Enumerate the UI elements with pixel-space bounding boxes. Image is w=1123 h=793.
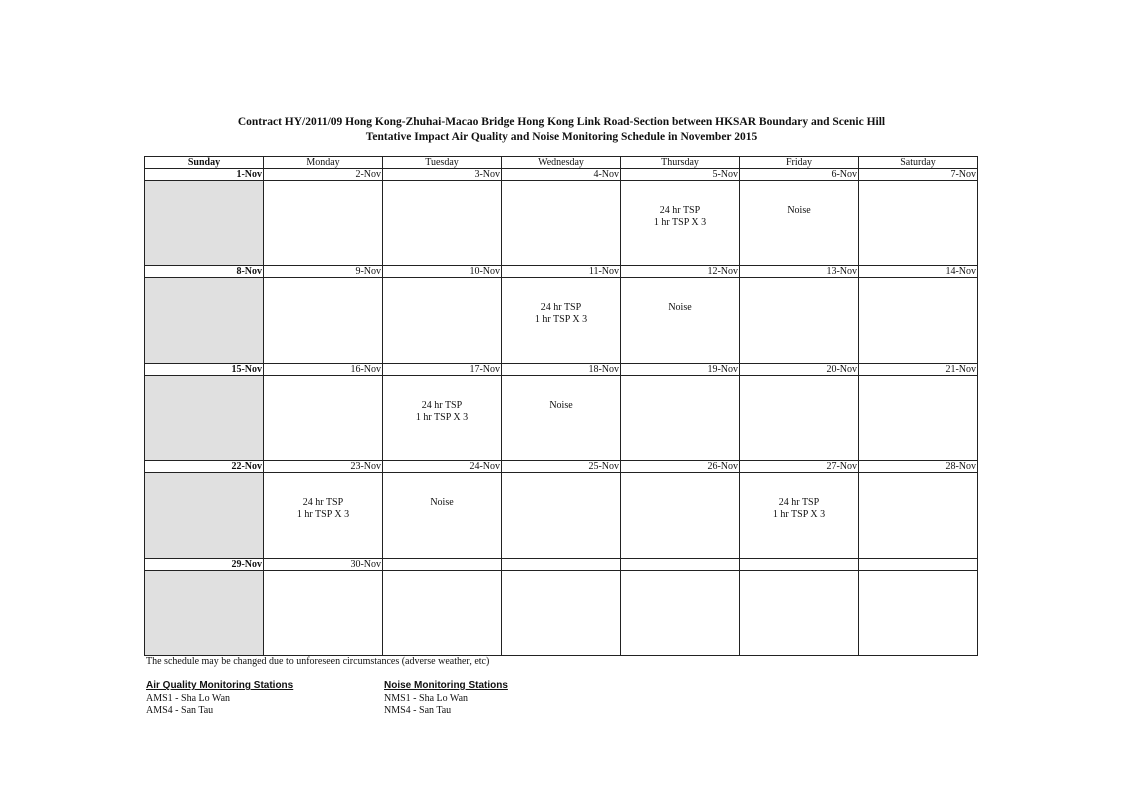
day-cell xyxy=(383,181,502,266)
date-label: 5-Nov xyxy=(621,169,740,181)
monitoring-entry-line: 24 hr TSP xyxy=(540,302,582,314)
day-cell xyxy=(502,473,621,558)
schedule-note: The schedule may be changed due to unforeseen circumstances (adverse weather, etc) xyxy=(146,656,490,667)
weekday-header-tuesday: Tuesday xyxy=(383,157,502,169)
weekday-header-monday: Monday xyxy=(264,157,383,169)
date-label: 23-Nov xyxy=(264,461,383,473)
date-label: 27-Nov xyxy=(740,461,859,473)
date-label: 13-Nov xyxy=(740,266,859,278)
day-cell xyxy=(740,473,859,558)
day-cell xyxy=(859,278,978,363)
date-label: 17-Nov xyxy=(383,363,502,375)
monitoring-entry-line: Noise xyxy=(787,205,811,217)
week-date-row xyxy=(145,266,978,278)
week-events-row xyxy=(145,473,978,558)
week-date-row xyxy=(145,169,978,181)
date-label xyxy=(383,558,502,570)
day-cell xyxy=(264,570,383,655)
monitoring-entry xyxy=(502,278,620,326)
day-cell xyxy=(145,570,264,655)
week-events-row xyxy=(145,375,978,460)
day-cell xyxy=(264,375,383,460)
day-cell xyxy=(145,375,264,460)
day-cell xyxy=(621,278,740,363)
weekday-header-wednesday: Wednesday xyxy=(502,157,621,169)
date-label: 11-Nov xyxy=(502,266,621,278)
monitoring-entry xyxy=(621,181,739,229)
monitoring-entry-line: Noise xyxy=(549,399,573,411)
date-label: 3-Nov xyxy=(383,169,502,181)
date-label: 24-Nov xyxy=(383,461,502,473)
day-cell xyxy=(383,278,502,363)
week-date-row xyxy=(145,461,978,473)
week-events-row xyxy=(145,570,978,655)
day-cell xyxy=(859,570,978,655)
day-cell xyxy=(621,375,740,460)
monitoring-entry-line: 1 hr TSP X 3 xyxy=(296,509,350,521)
day-cell xyxy=(145,181,264,266)
monitoring-entry-line: Noise xyxy=(668,302,692,314)
noise-station-item: NMS1 - Sha Lo Wan xyxy=(384,692,469,704)
air-quality-stations xyxy=(146,680,293,718)
date-label: 25-Nov xyxy=(502,461,621,473)
document-title: Contract HY/2011/09 Hong Kong-Zhuhai-Macao Bridge Hong Kong Link Road-Section between HKSAR Boundary and Scenic Hill xyxy=(237,116,886,128)
weekday-header-thursday: Thursday xyxy=(621,157,740,169)
day-cell xyxy=(740,570,859,655)
date-label: 15-Nov xyxy=(145,363,264,375)
date-label: 28-Nov xyxy=(859,461,978,473)
monitoring-calendar xyxy=(144,156,978,656)
day-cell xyxy=(621,181,740,266)
day-cell xyxy=(502,375,621,460)
date-label: 19-Nov xyxy=(621,363,740,375)
day-cell xyxy=(264,278,383,363)
week-events-row xyxy=(145,278,978,363)
day-cell xyxy=(502,278,621,363)
date-label xyxy=(621,558,740,570)
date-label: 12-Nov xyxy=(621,266,740,278)
day-cell xyxy=(859,181,978,266)
monitoring-entry-line: 24 hr TSP xyxy=(778,497,820,509)
date-label: 18-Nov xyxy=(502,363,621,375)
date-label: 22-Nov xyxy=(145,461,264,473)
day-cell xyxy=(740,375,859,460)
document-subtitle: Tentative Impact Air Quality and Noise Monitoring Schedule in November 2015 xyxy=(365,131,758,143)
date-label: 16-Nov xyxy=(264,363,383,375)
day-cell xyxy=(740,181,859,266)
day-cell xyxy=(740,278,859,363)
date-label: 30-Nov xyxy=(264,558,383,570)
day-cell xyxy=(383,473,502,558)
date-label: 4-Nov xyxy=(502,169,621,181)
date-label xyxy=(502,558,621,570)
date-label: 26-Nov xyxy=(621,461,740,473)
day-cell xyxy=(264,181,383,266)
air-quality-stations-heading: Air Quality Monitoring Stations xyxy=(146,680,294,691)
day-cell xyxy=(621,473,740,558)
noise-station-item: NMS4 - San Tau xyxy=(384,705,452,716)
monitoring-entry xyxy=(621,278,739,314)
monitoring-entry-line: 1 hr TSP X 3 xyxy=(534,314,588,326)
weekday-header-sunday: Sunday xyxy=(145,157,264,169)
noise-stations xyxy=(384,680,508,718)
monitoring-entry-line: 24 hr TSP xyxy=(302,497,344,509)
day-cell xyxy=(859,375,978,460)
date-label: 14-Nov xyxy=(859,266,978,278)
day-cell xyxy=(502,181,621,266)
date-label: 2-Nov xyxy=(264,169,383,181)
date-label: 29-Nov xyxy=(145,558,264,570)
day-cell xyxy=(145,473,264,558)
day-cell xyxy=(383,375,502,460)
date-label: 21-Nov xyxy=(859,363,978,375)
monitoring-entry-line: 24 hr TSP xyxy=(421,399,463,411)
date-label: 7-Nov xyxy=(859,169,978,181)
date-label: 6-Nov xyxy=(740,169,859,181)
weekday-header-row xyxy=(145,157,978,169)
day-cell xyxy=(859,473,978,558)
weekday-header-saturday: Saturday xyxy=(859,157,978,169)
weekday-header-friday: Friday xyxy=(740,157,859,169)
date-label xyxy=(740,558,859,570)
noise-stations-heading: Noise Monitoring Stations xyxy=(384,680,508,691)
air-station-item: AMS4 - San Tau xyxy=(146,705,214,716)
day-cell xyxy=(264,473,383,558)
monitoring-entry xyxy=(383,473,501,509)
week-date-row xyxy=(145,558,978,570)
day-cell xyxy=(502,570,621,655)
date-label: 10-Nov xyxy=(383,266,502,278)
monitoring-entry-line: 1 hr TSP X 3 xyxy=(415,411,469,423)
date-label: 8-Nov xyxy=(145,266,264,278)
date-label: 20-Nov xyxy=(740,363,859,375)
week-events-row xyxy=(145,181,978,266)
monitoring-entry-line: 1 hr TSP X 3 xyxy=(653,217,707,229)
monitoring-entry-line: 1 hr TSP X 3 xyxy=(772,509,826,521)
monitoring-entry-line: 24 hr TSP xyxy=(659,205,701,217)
monitoring-entry xyxy=(740,473,858,521)
date-label: 9-Nov xyxy=(264,266,383,278)
date-label xyxy=(859,558,978,570)
monitoring-entry-line: Noise xyxy=(430,497,454,509)
monitoring-entry xyxy=(383,376,501,424)
day-cell xyxy=(383,570,502,655)
monitoring-entry xyxy=(740,181,858,217)
air-station-item: AMS1 - Sha Lo Wan xyxy=(146,692,231,704)
monitoring-entry xyxy=(502,376,620,412)
monitoring-entry xyxy=(264,473,382,521)
date-label: 1-Nov xyxy=(145,169,264,181)
day-cell xyxy=(145,278,264,363)
week-date-row xyxy=(145,363,978,375)
day-cell xyxy=(621,570,740,655)
